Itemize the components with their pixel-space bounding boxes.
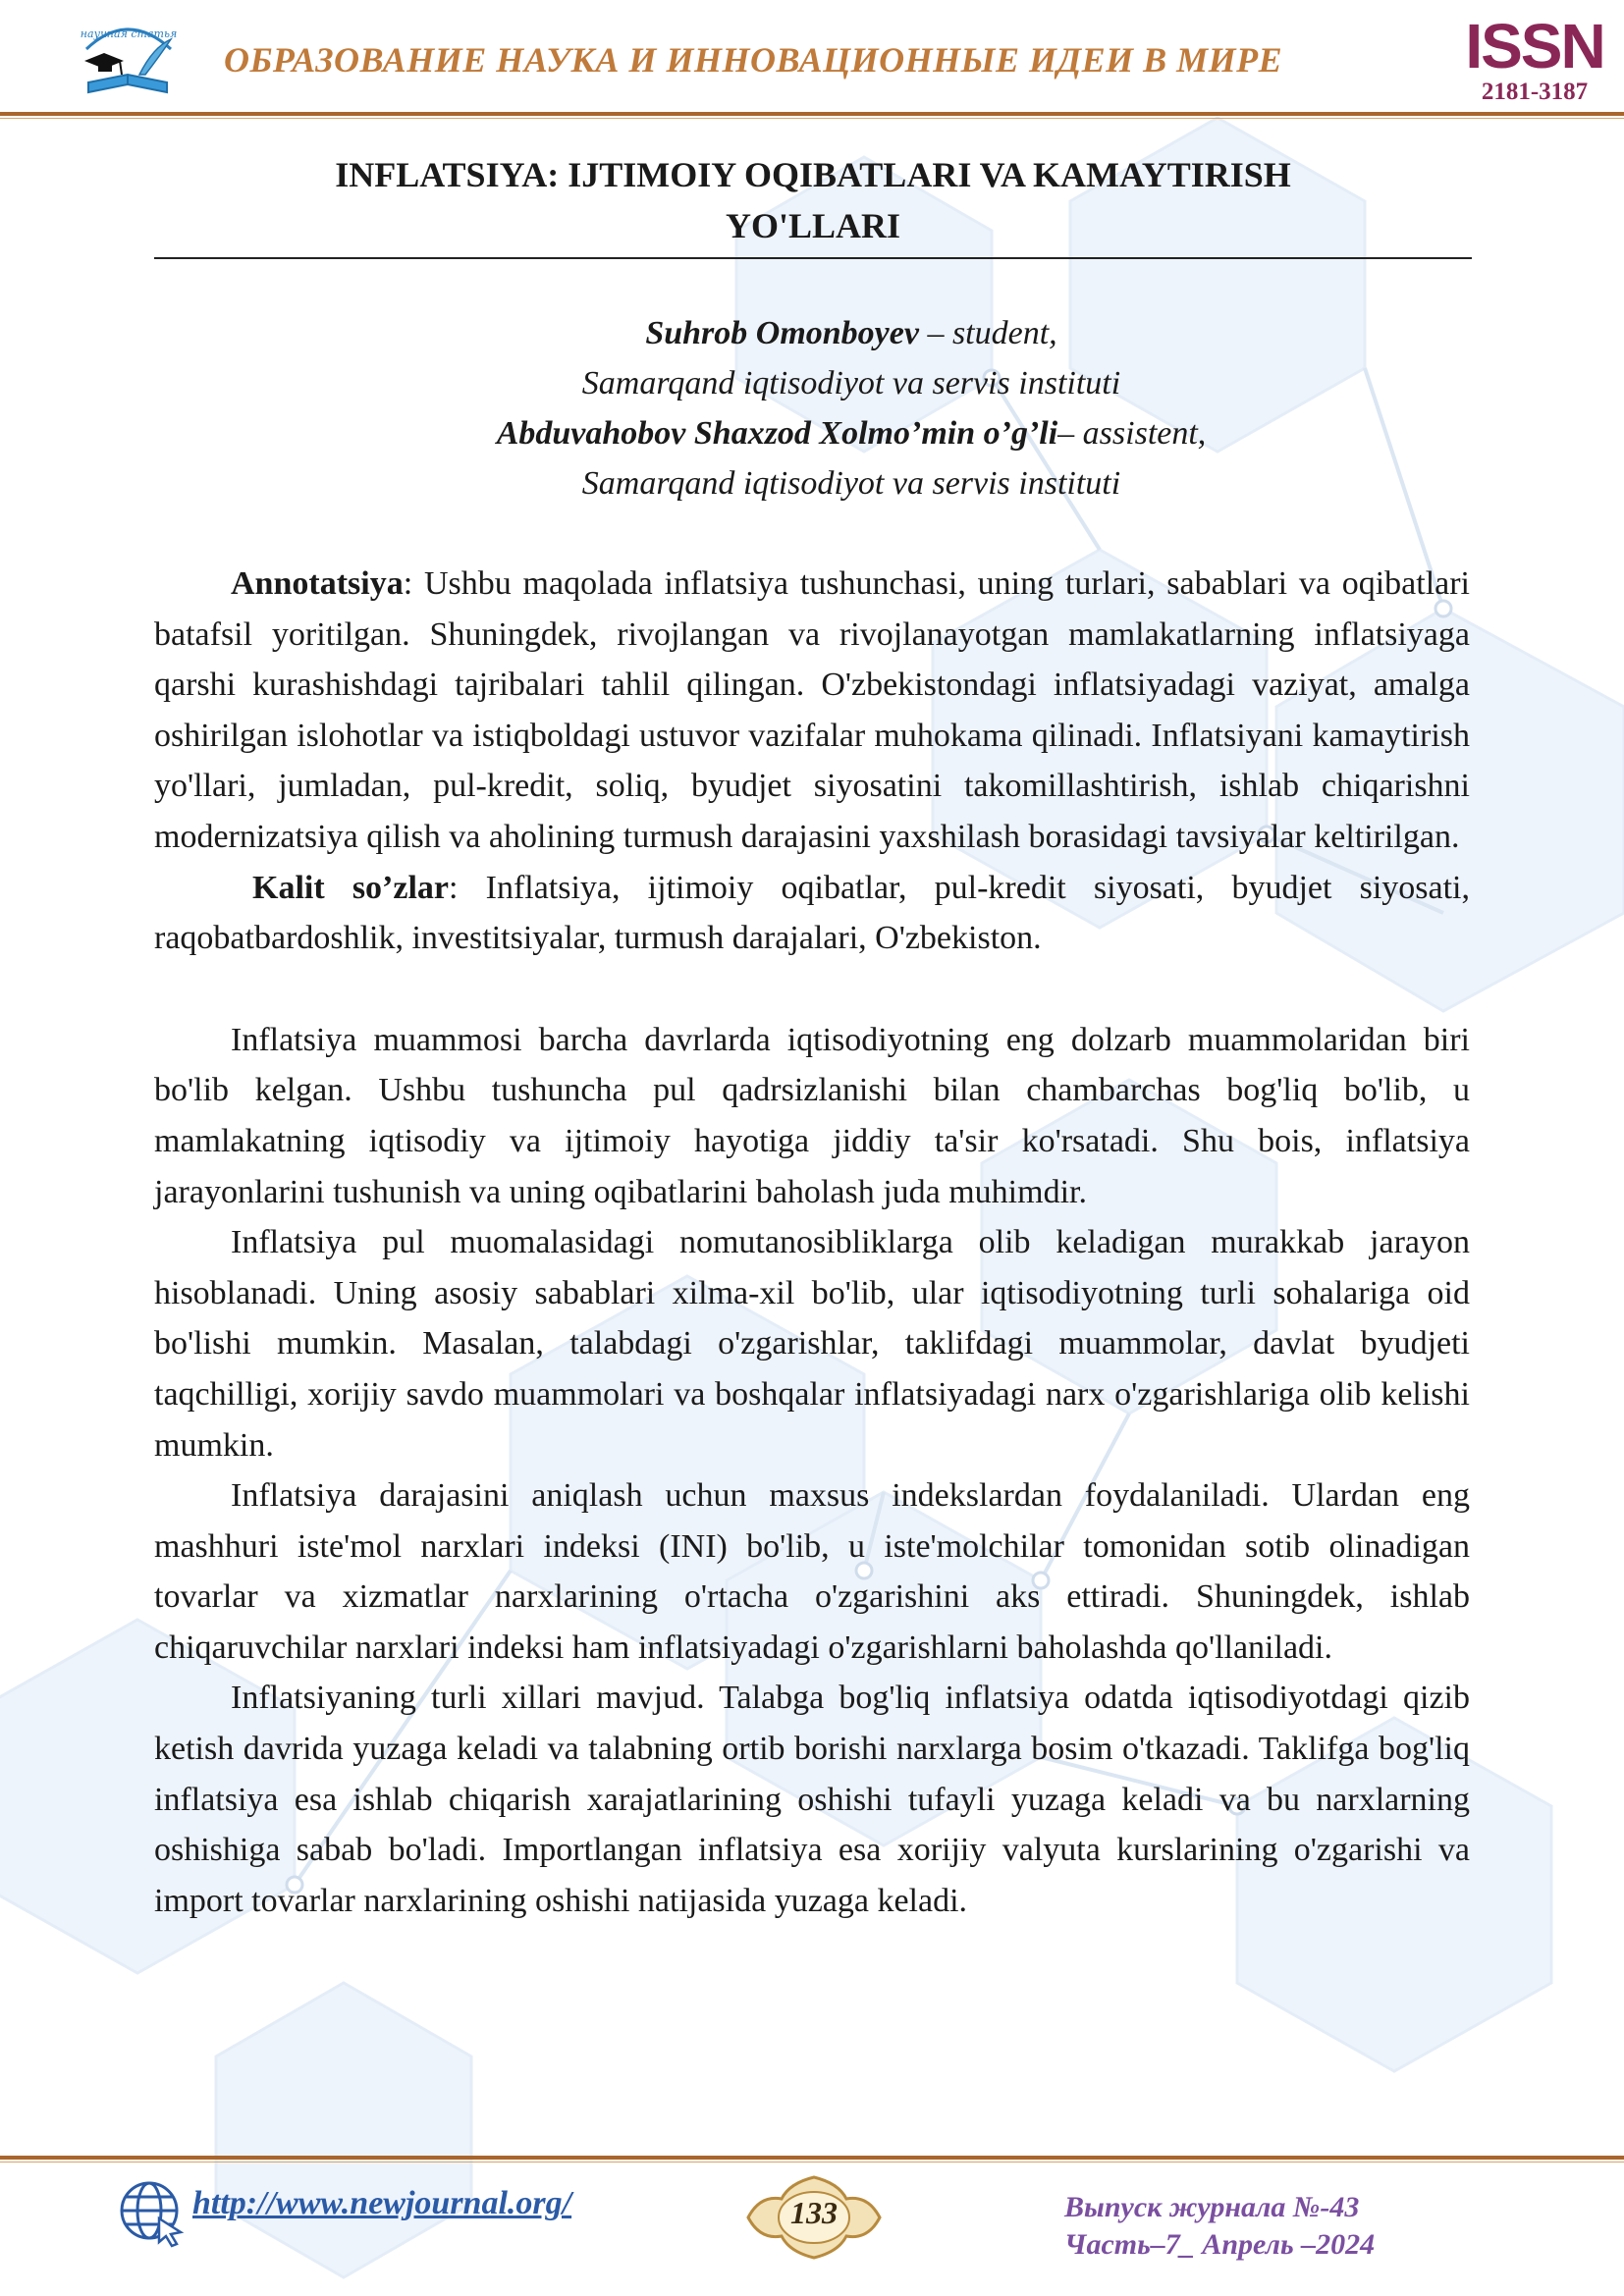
footer-divider-thin — [0, 2162, 1624, 2163]
header-divider — [0, 112, 1624, 116]
issn-label: ISSN — [1465, 11, 1604, 81]
body-paragraph: Inflatsiya pul muomalasidagi nomutanosibliklarga olib keladigan murakkab jarayon hisoblanadi. Uning asosiy sabablari xilma-xil bo'lib, ular iqtisodiyotning turli sohalariga oid bo'lishi mumkin. Masalan, talabdagi o'zgarishlar, taklifdagi muammolar, davlat byudjeti taqchilligi, xorijiy savdo muammolari va boshqalar inflatsiyadagi narx o'zgarishlariga olib kelishi mumkin. — [154, 1224, 1470, 1464]
issue-info — [1064, 2189, 1477, 2264]
body-paragraph: Inflatsiya muammosi barcha davrlarda iqtisodiyotning eng dolzarb muammolaridan biri bo'lib kelgan. Ushbu tushuncha pul qadrsizlanishi bilan chambarchas bog'liq bo'lib, u mamlakatning iqtisodiy va ijtimoiy hayotiga jiddiy ta'sir ko'rsatadi. Shu bois, inflatsiya jarayonlarini tushunish va uning oqibatlarini baholash juda muhimdir. — [154, 1021, 1470, 1210]
logo-text: научная статья — [80, 27, 178, 40]
title-divider — [154, 257, 1472, 259]
author-affiliation: Samarqand iqtisodiyot va servis instituti — [581, 465, 1121, 502]
keywords-text: : Inflatsiya, ijtimoiy oqibatlar, pul-kredit siyosati, byudjet siyosati, raqobatbardoshlik, investitsiyalar, turmush darajalari, O'zbekiston. — [154, 869, 1470, 957]
author-role: – student, — [918, 315, 1057, 351]
issue-part-date: Часть–7_ Апрель –2024 — [1064, 2228, 1376, 2261]
page-number: 133 — [790, 2195, 838, 2230]
author-line — [154, 308, 1548, 358]
author-name: Suhrob Omonboyev — [645, 315, 919, 351]
issn-number: 2181-3187 — [1481, 79, 1589, 105]
keywords-label: Kalit so’zlar — [252, 869, 450, 906]
globe-icon — [116, 2177, 187, 2248]
header-divider-thin — [0, 118, 1624, 119]
annotation-text: : Ushbu maqolada inflatsiya tushunchasi, uning turlari, sabablari va oqibatlari batafsil yoritilgan. Shuningdek, rivojlangan va rivojlanayotgan mamlakatlarning inflatsiyaga qarshi kurashishdagi tajribalari tahlil qilingan. O'zbekistondagi inflatsiyadagi vaziyat, amalga oshirilgan islohotlar va istiqboldagi ustuvor vazifalar muhokama qilinadi. Inflatsiyani kamaytirish yo'llari, jumladan, pul-kredit, soliq, byudjet siyosatini takomillashtirish, ishlab chiqarishni modernizatsiya qilish va aholining turmush darajasini yaxshilash borasidagi tavsiyalar keltirilgan. — [154, 565, 1470, 855]
article-title-line1: INFLATSIYA: IJTIMOIY OQIBATLARI VA KAMAYTIRISH — [335, 155, 1291, 194]
annotation-paragraph — [154, 559, 1470, 863]
article-title — [154, 149, 1472, 251]
body-paragraph: Inflatsiyaning turli xillari mavjud. Talabga bog'liq inflatsiya odatda iqtisodiyotdagi qizib ketish davrida yuzaga keladi va talabning ortib borishi narxlarga bosim o'tkazadi. Taklifga bog'liq inflatsiya esa ishlab chiqarish xarajatlarining oshishi tufayli yuzaga keladi va bu narxlarning oshishiga sabab bo'ladi. Importlangan inflatsiya esa xorijiy valyuta kurslarining o'zgarishi va import tovarlar narxlarining oshishi natijasida yuzaga keladi. — [154, 1680, 1470, 1919]
author-name: Abduvahobov Shaxzod Xolmo’min o’g’li — [496, 415, 1058, 452]
annotation-label: Annotatsiya — [231, 565, 404, 602]
journal-url-link[interactable]: http://www.newjournal.org/ — [192, 2185, 572, 2221]
issn-badge — [1465, 11, 1604, 112]
issue-number: Выпуск журнала №-43 — [1064, 2191, 1360, 2223]
article-title-line2: YO'LLARI — [725, 206, 901, 245]
footer-divider — [0, 2156, 1624, 2160]
author-affiliation: Samarqand iqtisodiyot va servis instituti — [581, 365, 1121, 401]
author-block — [154, 308, 1548, 508]
journal-title: ОБРАЗОВАНИЕ НАУКА И ИННОВАЦИОННЫЕ ИДЕИ В МИРЕ — [224, 40, 1283, 80]
article-body — [154, 559, 1470, 1926]
keywords-paragraph — [154, 863, 1470, 964]
author-line — [154, 408, 1548, 458]
body-paragraph: Inflatsiya darajasini aniqlash uchun maxsus indekslardan foydalaniladi. Ulardan eng mashhuri iste'mol narxlari indeksi (INI) bo'lib, u iste'molchilar tomonidan sotib olinadigan tovarlar va xizmatlar narxlarining o'rtacha o'zgarishini aks ettiradi. Shuningdek, ishlab chiqaruvchilar narxlari indeksi ham inflatsiyadagi o'zgarishlarni baholashda qo'llaniladi. — [154, 1477, 1470, 1666]
author-role: – assistent, — [1057, 415, 1207, 452]
journal-logo-icon — [69, 14, 187, 102]
